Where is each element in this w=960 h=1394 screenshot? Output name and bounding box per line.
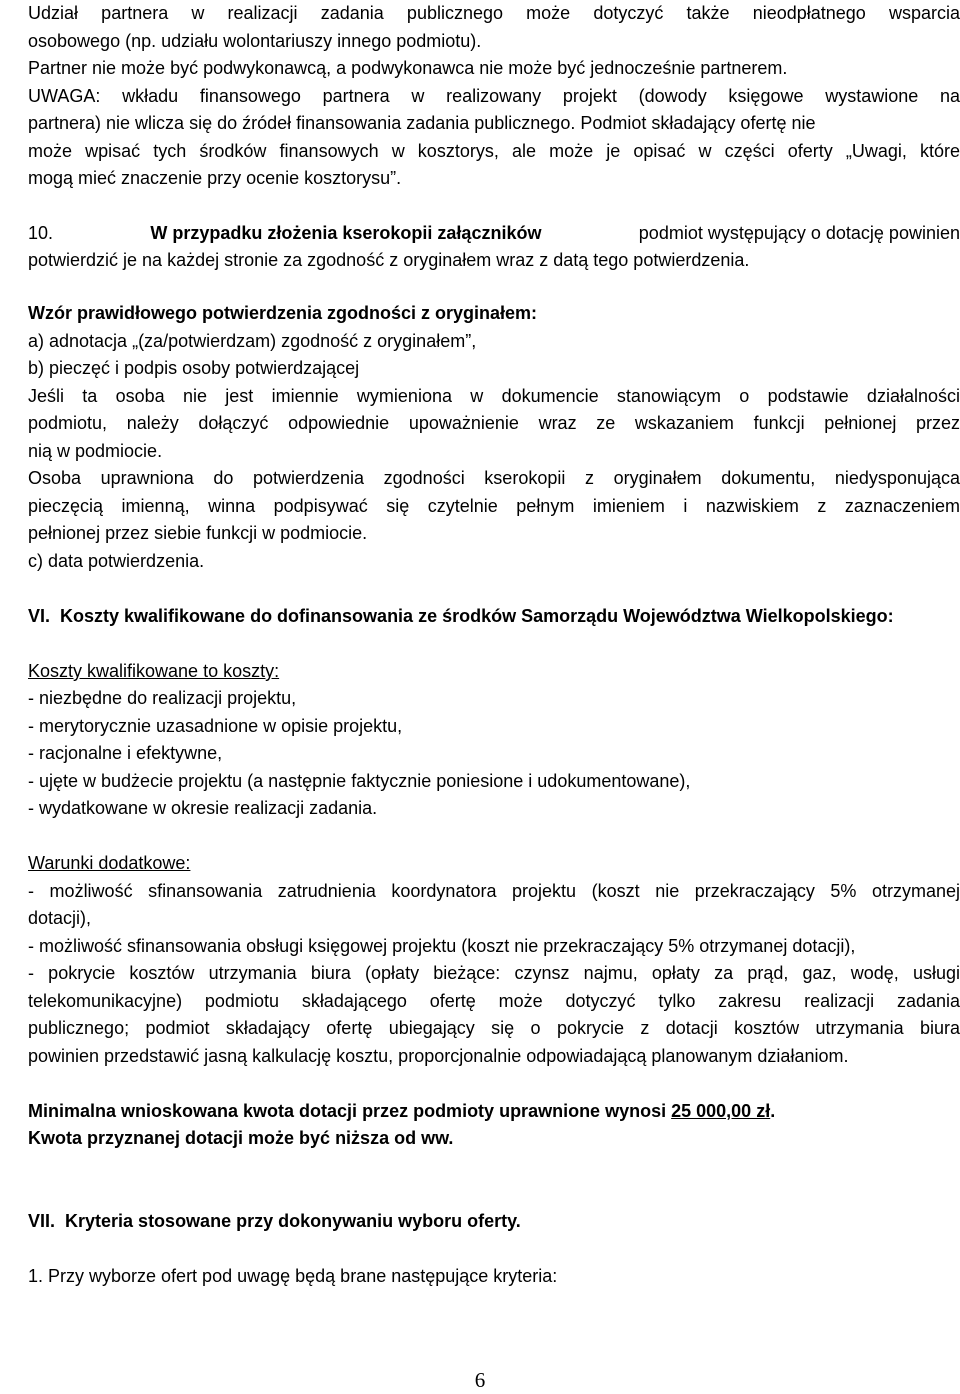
condition-1-line-2: dotacji),	[28, 908, 92, 928]
qualified-cost-item: - ujęte w budżecie projektu (a następnie faktycznie poniesione i udokumentowane),	[28, 771, 691, 791]
qualified-costs-heading: Koszty kwalifikowane to koszty:	[28, 661, 280, 681]
condition-3-line-3: publicznego; podmiot składający ofertę ubiegający się o pokrycie z dotacji kosztów utrzymania biura	[28, 1018, 960, 1038]
pattern-note-2-line-2: pieczęcią imienną, winna podpisywać się czytelnie pełnym imieniem i nazwiskiem z zaznaczeniem	[28, 496, 960, 516]
warning-paragraph-line-3: może wpisać tych środków finansowych w kosztorys, ale może je opisać w części oferty „Uwagi, które	[28, 141, 960, 161]
section-7-number: VII.	[28, 1211, 56, 1231]
condition-1-line-1: - możliwość sfinansowania zatrudnienia koordynatora projektu (koszt nie przekraczający 5% otrzymanej	[28, 881, 960, 901]
point-10-line-2: potwierdzić je na każdej stronie za zgodność z oryginałem wraz z datą tego potwierdzenia.	[28, 250, 750, 270]
qualified-cost-item: - racjonalne i efektywne,	[28, 743, 223, 763]
conditions-heading: Warunki dodatkowe:	[28, 853, 191, 873]
page-number: 6	[474, 1368, 486, 1392]
qualified-costs-heading-row	[28, 657, 960, 685]
minimum-amount-suffix: .	[770, 1101, 776, 1121]
point-10-rest: podmiot występujący o dotację powinien	[638, 223, 960, 243]
pattern-heading: Wzór prawidłowego potwierdzenia zgodności z oryginałem:	[28, 303, 538, 323]
warning-paragraph-line-4: mogą mieć znaczenie przy ocenie kosztorysu”.	[28, 168, 402, 188]
pattern-item-c: c) data potwierdzenia.	[28, 551, 205, 571]
warning-paragraph-line-2	[28, 109, 960, 137]
warning-paragraph-line-2a: partnera) nie wlicza się do źródeł finansowania zadania publicznego.	[28, 113, 576, 133]
section-6-number: VI.	[28, 606, 51, 626]
partner-paragraph-line-1: Udział partnera w realizacji zadania publicznego może dotyczyć także nieodpłatnego wsparcia	[28, 3, 960, 23]
condition-3-line-2: telekomunikacyjne) podmiotu składającego ofertę może dotyczyć tylko zakresu realizacji zadania	[28, 991, 960, 1011]
pattern-item-a: a) adnotacja „(za/potwierdzam) zgodność z oryginałem”,	[28, 331, 477, 351]
warning-paragraph-line-1: UWAGA: wkładu finansowego partnera w realizowany projekt (dowody księgowe wystawione na	[28, 86, 960, 106]
section-6-title: Koszty kwalifikowane do dofinansowania ze środków Samorządu Województwa Wielkopolskiego:	[60, 606, 894, 626]
minimum-amount-line	[28, 1097, 960, 1125]
partner-paragraph-line-2: osobowego (np. udziału wolontariuszy innego podmiotu).	[28, 31, 482, 51]
section-6-heading	[28, 602, 960, 630]
pattern-note-2-line-3: pełnionej przez siebie funkcji w podmiocie.	[28, 523, 368, 543]
point-10-line-1	[28, 219, 960, 247]
pattern-note-2-line-1: Osoba uprawniona do potwierdzenia zgodności kserokopii z oryginałem dokumentu, niedysponująca	[28, 468, 960, 488]
section-7-heading	[28, 1207, 960, 1235]
pattern-item-b: b) pieczęć i podpis osoby potwierdzającej	[28, 358, 360, 378]
condition-3-line-4: powinien przedstawić jasną kalkulację kosztu, proporcjonalnie odpowiadającą planowanym działaniom.	[28, 1046, 849, 1066]
minimum-amount-value: 25 000,00 zł	[671, 1101, 771, 1121]
qualified-cost-item: - wydatkowane w okresie realizacji zadania.	[28, 798, 378, 818]
warning-paragraph-line-2b: Podmiot składający ofertę nie	[580, 113, 816, 133]
partner-subcontractor-note: Partner nie może być podwykonawcą, a podwykonawca nie może być jednocześnie partnerem.	[28, 58, 788, 78]
pattern-note-1-line-3: nią w podmiocie.	[28, 441, 163, 461]
pattern-note-1-line-1: Jeśli ta osoba nie jest imiennie wymieniona w dokumencie stanowiącym o podstawie działalności	[28, 386, 960, 406]
condition-3-line-1: - pokrycie kosztów utrzymania biura (opłaty bieżące: czynsz najmu, opłaty za prąd, gaz, wodę, usługi	[28, 963, 960, 983]
lower-amount-note: Kwota przyznanej dotacji może być niższa od ww.	[28, 1128, 454, 1148]
condition-2-line-1: - możliwość sfinansowania obsługi księgowej projektu (koszt nie przekraczający 5% otrzymanej dotacji),	[28, 936, 856, 956]
point-10-number: 10.	[28, 223, 54, 243]
qualified-cost-item: - niezbędne do realizacji projektu,	[28, 688, 297, 708]
qualified-cost-item: - merytorycznie uzasadnione w opisie projektu,	[28, 716, 403, 736]
criteria-item-1: 1. Przy wyborze ofert pod uwagę będą brane następujące kryteria:	[28, 1266, 558, 1286]
pattern-note-1-line-2: podmiotu, należy dołączyć odpowiednie upoważnienie wraz ze wskazaniem funkcji pełnionej przez	[28, 413, 960, 433]
minimum-amount-prefix: Minimalna wnioskowana kwota dotacji przez podmioty uprawnione wynosi	[28, 1101, 667, 1121]
conditions-heading-row	[28, 849, 960, 877]
section-7-title: Kryteria stosowane przy dokonywaniu wyboru oferty.	[65, 1211, 521, 1231]
point-10-bold-text: W przypadku złożenia kserokopii załączników	[150, 223, 542, 243]
